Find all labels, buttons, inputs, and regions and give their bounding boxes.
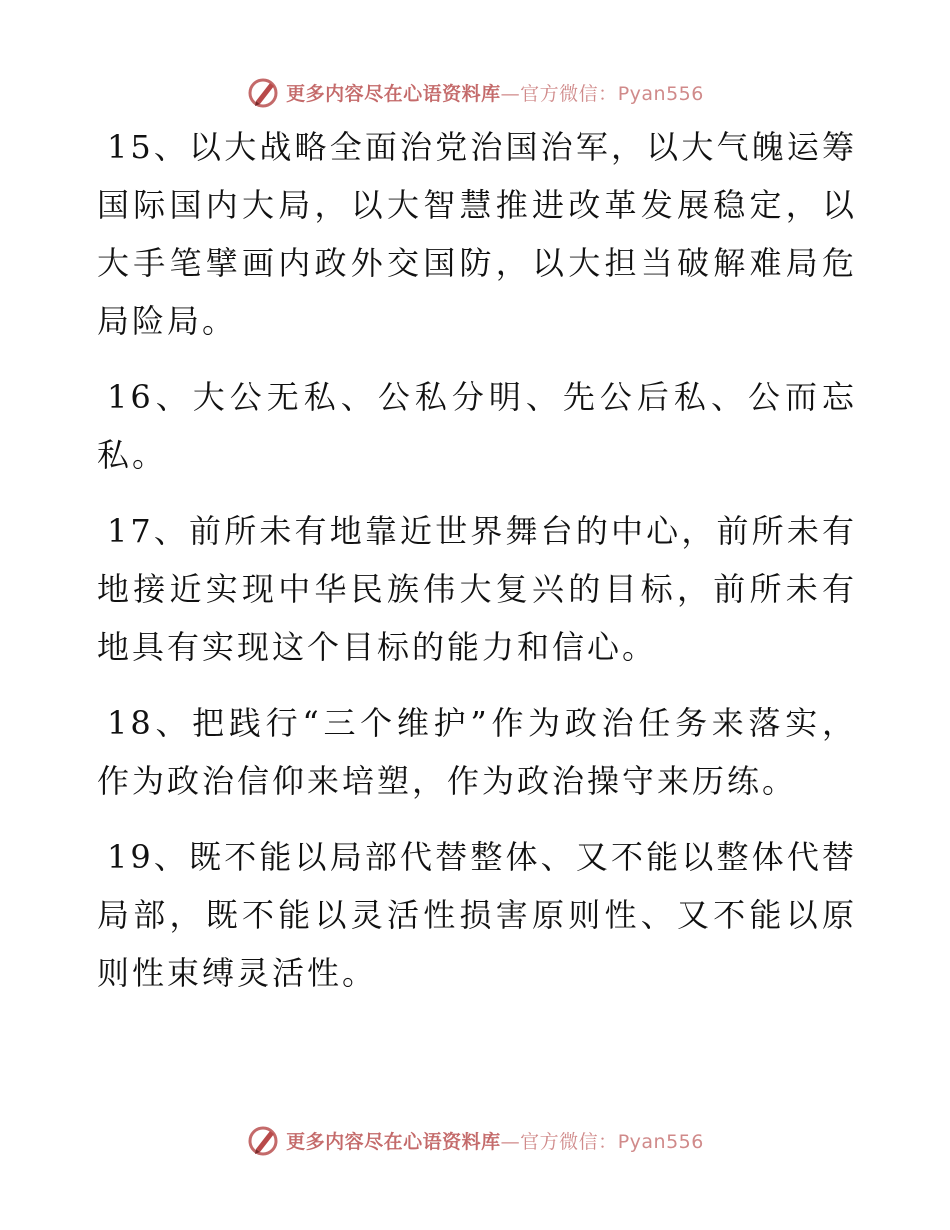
watermark-wechat-id: Pyan556 [617, 82, 704, 105]
document-body [97, 118, 857, 1020]
watermark-wechat-id: Pyan556 [617, 1130, 704, 1153]
paragraph-15: 15、以大战略全面治党治国治军，以大气魄运筹国际国内大局，以大智慧推进改革发展稳定，以大手笔擘画内政外交国防，以大担当破解难局危局险局。 [97, 128, 857, 340]
watermark-text [286, 1127, 704, 1154]
watermark-wechat-label: 官方微信： [520, 82, 618, 105]
pen-circle-logo-icon [246, 75, 280, 109]
header-watermark [0, 72, 950, 112]
watermark-text [286, 79, 704, 106]
watermark-site: 更多内容尽在心语资料库 [286, 1130, 501, 1153]
footer-watermark [0, 1120, 950, 1160]
watermark-site: 更多内容尽在心语资料库 [286, 82, 501, 105]
paragraph-17: 17、前所未有地靠近世界舞台的中心，前所未有地接近实现中华民族伟大复兴的目标，前所未有地具有实现这个目标的能力和信心。 [97, 512, 857, 666]
paragraph-16: 16、大公无私、公私分明、先公后私、公而忘私。 [97, 378, 857, 474]
paragraph-19: 19、既不能以局部代替整体、又不能以整体代替局部，既不能以灵活性损害原则性、又不能以原则性束缚灵活性。 [97, 838, 857, 992]
paragraph-18: 18、把践行“三个维护”作为政治任务来落实，作为政治信仰来培塑，作为政治操守来历练。 [97, 704, 857, 800]
watermark-separator: — [500, 1130, 521, 1153]
pen-circle-logo-icon [246, 1123, 280, 1157]
watermark-wechat-label: 官方微信： [520, 1130, 618, 1153]
watermark-separator: — [500, 82, 521, 105]
